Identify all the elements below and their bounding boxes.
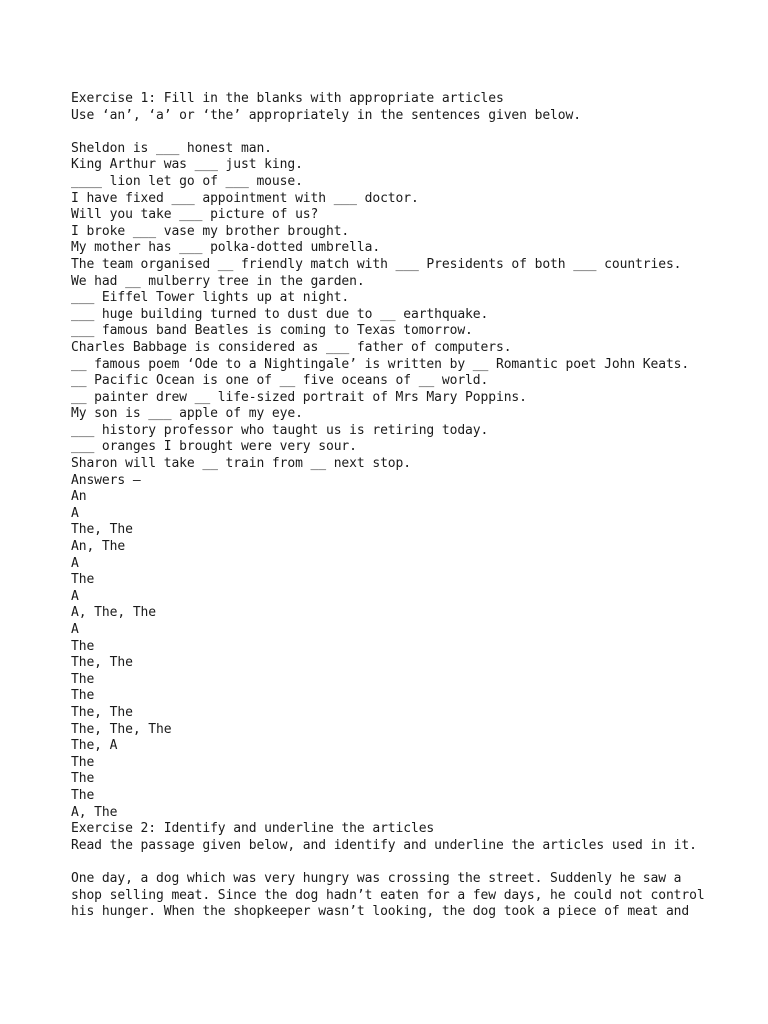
spacer — [71, 854, 751, 871]
answer: The — [71, 638, 95, 654]
sentence: ____ lion let go of ___ mouse. — [71, 173, 303, 189]
answers-label: Answers – — [71, 472, 141, 488]
answer: A — [71, 505, 79, 521]
sentence: My mother has ___ polka-dotted umbrella. — [71, 240, 381, 256]
answer: A, The — [71, 804, 118, 820]
sentence: ___ oranges I brought were very sour. — [71, 439, 357, 455]
passage-line: his hunger. When the shopkeeper wasn’t looking, the dog took a piece of meat and — [71, 904, 690, 920]
sentence: We had __ mulberry tree in the garden. — [71, 273, 365, 289]
answer: The — [71, 671, 95, 687]
exercise1-title: Exercise 1: Fill in the blanks with appropriate articles — [71, 91, 504, 106]
exercise1-sentences — [71, 141, 751, 473]
answer: The — [71, 787, 95, 803]
answer: A — [71, 555, 79, 571]
sentence: Will you take ___ picture of us? — [71, 207, 319, 223]
sentence: __ Pacific Ocean is one of __ five oceans of __ world. — [71, 373, 489, 389]
answer: A, The, The — [71, 605, 156, 621]
sentence: ___ history professor who taught us is retiring today. — [71, 422, 489, 438]
answer: A — [71, 622, 79, 637]
exercise2-title: Exercise 2: Identify and underline the articles — [71, 821, 435, 837]
sentence: King Arthur was ___ just king. — [71, 157, 303, 173]
spacer — [71, 124, 751, 141]
sentence: I broke ___ vase my brother brought. — [71, 223, 350, 239]
answer: An, The — [71, 539, 126, 555]
sentence: I have fixed ___ appointment with ___ doctor. — [71, 190, 419, 206]
exercise2-instruction: Read the passage given below, and identify and underline the articles used in it. — [71, 837, 697, 853]
sentence: Sheldon is ___ honest man. — [71, 140, 272, 156]
sentence: __ painter drew __ life-sized portrait of Mrs Mary Poppins. — [71, 389, 527, 405]
sentence: The team organised __ friendly match with ___ Presidents of both ___ countries. — [71, 256, 682, 272]
document-page — [71, 91, 751, 921]
sentence: ___ Eiffel Tower lights up at night. — [71, 290, 350, 306]
answer: The, The, The — [71, 721, 172, 737]
exercise1-answers — [71, 489, 751, 821]
sentence: Sharon will take __ train from __ next stop. — [71, 456, 411, 472]
answer: The, A — [71, 738, 118, 754]
sentence: My son is ___ apple of my eye. — [71, 406, 303, 422]
answer: The — [71, 688, 95, 704]
answer: The — [71, 754, 95, 770]
answer: An — [71, 489, 87, 505]
sentence: __ famous poem ‘Ode to a Nightingale’ is written by __ Romantic poet John Keats. — [71, 356, 690, 372]
answer: The, The — [71, 522, 133, 538]
sentence: ___ huge building turned to dust due to __ earthquake. — [71, 306, 489, 322]
sentence: ___ famous band Beatles is coming to Texas tomorrow. — [71, 323, 473, 339]
answer: A — [71, 588, 79, 604]
passage-line: shop selling meat. Since the dog hadn’t eaten for a few days, he could not control — [71, 887, 705, 903]
answer: The — [71, 771, 95, 787]
answer: The, The — [71, 655, 133, 671]
answer: The — [71, 572, 95, 588]
exercise1-instruction: Use ‘an’, ‘a’ or ‘the’ appropriately in the sentences given below. — [71, 107, 581, 123]
passage-line: One day, a dog which was very hungry was crossing the street. Suddenly he saw a — [71, 870, 682, 886]
exercise2-passage — [71, 871, 751, 921]
answer: The, The — [71, 704, 133, 720]
sentence: Charles Babbage is considered as ___ father of computers. — [71, 339, 512, 355]
